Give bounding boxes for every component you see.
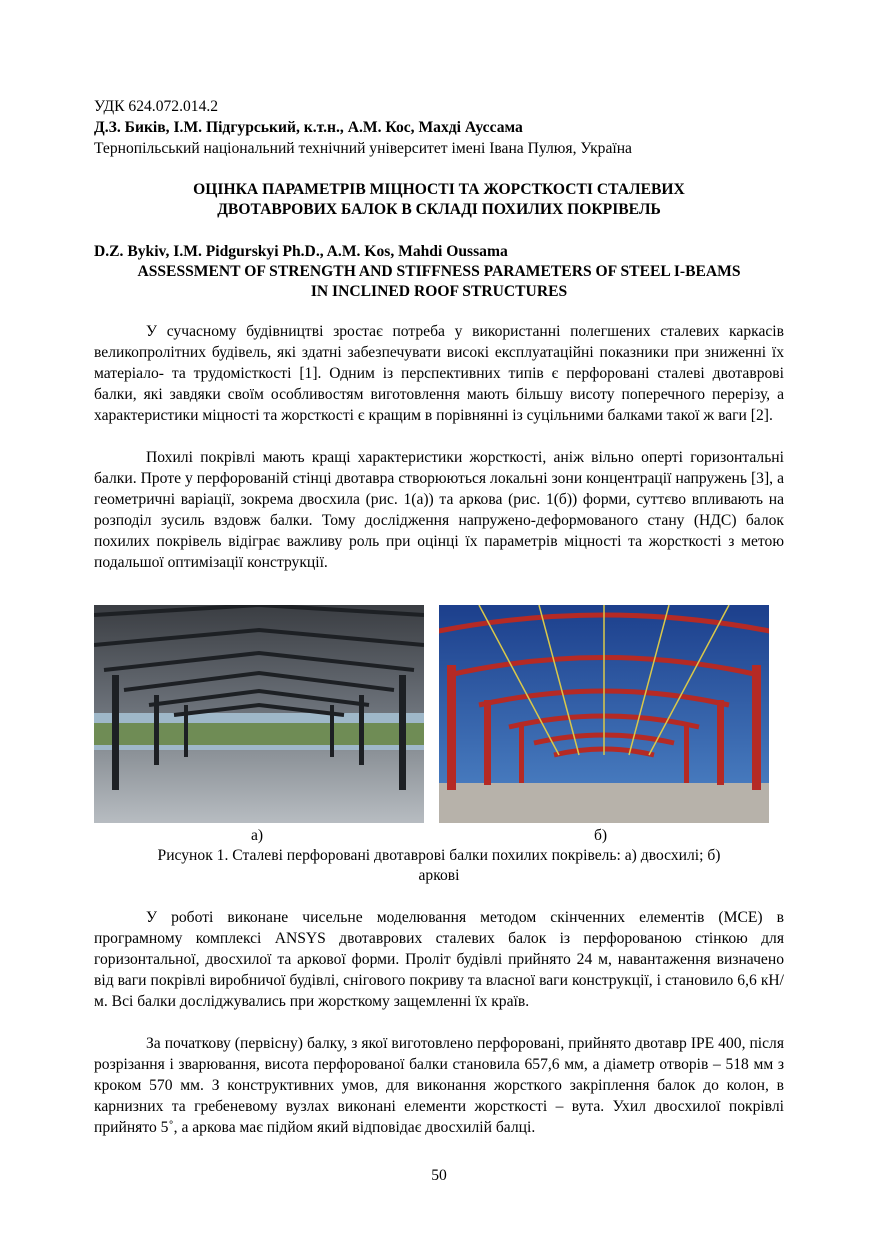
figure-caption-line-2: аркові — [418, 867, 460, 884]
paragraph-4: За початкову (первісну) балку, з якої виготовлено перфоровані, прийнято двотавр IPE 400, після розрізання і зварювання, висота перфорованої балки становила 657,6 мм, а діаметр отворів – 518 мм з кроком 570 мм. З конструктивних умов, для виконання жорсткого закріплення балок до колон, в карнизних та гребеневому вузлах виконані елементи жорсткості – вута. Ухил двосхилої покрівлі прийнято 5˚, а аркова має підйом який відповідає двосхилій балці. — [94, 1035, 784, 1136]
paragraph-2: Похилі покрівлі мають кращі характеристики жорсткості, аніж вільно оперті горизонтальні балки. Проте у перфорованій стінці двотавра створюються локальні зони концентрації напружень [3], а геометричні варіації, зокрема двосхила (рис. 1(а)) та аркова (рис. 1(б)) форми, суттєво впливають на розподіл зусиль вздовж балки. Тому дослідження напружено-деформованого стану (НДС) балок похилих покрівель відіграє важливу роль при оцінці їх параметрів міцності та жорсткості з метою подальшої оптимізації конструкції. — [94, 449, 784, 571]
figure-caption-line-1: Рисунок 1. Сталеві перфоровані двотаврові балки похилих покрівель: а) двосхилі; б) — [157, 847, 721, 864]
title-en-line-1: ASSESSMENT OF STRENGTH AND STIFFNESS PARAMETERS OF STEEL I-BEAMS — [137, 263, 741, 280]
paragraph-1: У сучасному будівництві зростає потреба у використанні полегшених сталевих каркасів великопролітних будівель, які здатні забезпечувати високі експлуатаційні показники при зниженні їх матеріало- та трудомісткості [1]. Одним із перспективних типів є перфоровані сталеві двотаврові балки, які завдяки своїм особливостям виготовлення мають більшу висоту поперечного перерізу, а характеристики міцності та жорсткості є кращим в порівнянні із суцільними балками такої ж ваги [2]. — [94, 323, 784, 424]
affiliation: Тернопільський національний технічний університет імені Івана Пулюя, Україна — [94, 140, 632, 157]
udk-code: УДК 624.072.014.2 — [94, 98, 219, 115]
photo-gable-roof — [94, 605, 424, 823]
photo-arched-roof — [439, 605, 769, 823]
paragraph-3: У роботі виконане чисельне моделювання методом скінченних елементів (МСЕ) в програмному комплексі ANSYS двотаврових сталевих балок із перфорованою стінкою для горизонтальної, двосхилої та аркової форми. Проліт будівлі прийнято 24 м, навантаження визначено від ваги покрівлі виробничої будівлі, снігового покриву та власної ваги конструкції, і становило 6,6 кН/м. Всі балки досліджувались при жорсткому защемленні їх країв. — [94, 909, 784, 1010]
authors-en: D.Z. Bykiv, I.M. Pidgurskyi Ph.D., A.M. Kos, Mahdi Oussama — [94, 243, 508, 260]
title-ua-line-1: ОЦІНКА ПАРАМЕТРІВ МІЦНОСТІ ТА ЖОРСТКОСТІ СТАЛЕВИХ — [193, 181, 685, 198]
title-en-line-2: IN INCLINED ROOF STRUCTURES — [310, 283, 568, 300]
authors-ua: Д.З. Биків, І.М. Підгурський, к.т.н., А.М. Кос, Махді Ауссама — [94, 119, 523, 136]
page-number: 50 — [431, 1167, 447, 1184]
title-ua-line-2: ДВОТАВРОВИХ БАЛОК В СКЛАДІ ПОХИЛИХ ПОКРІВЕЛЬ — [217, 201, 661, 218]
figure-label-a: а) — [251, 827, 264, 844]
figure-label-b: б) — [594, 827, 608, 844]
